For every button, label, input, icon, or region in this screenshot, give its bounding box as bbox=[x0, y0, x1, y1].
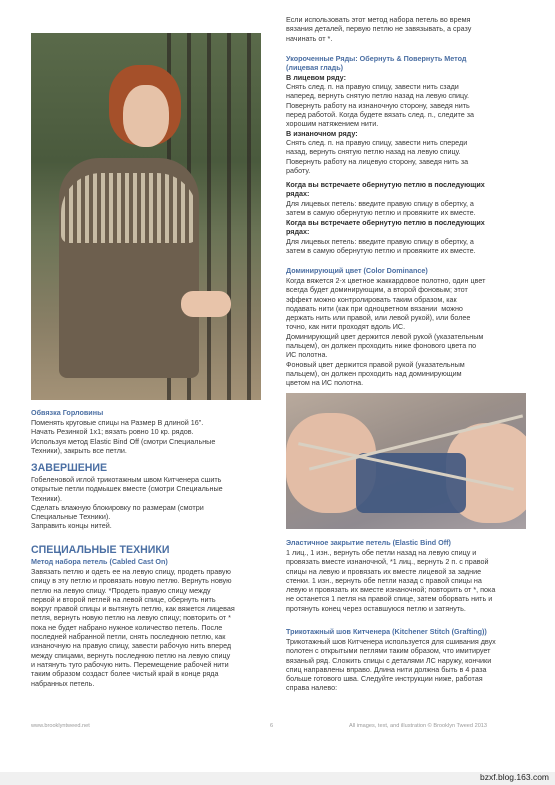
page-number: 6 bbox=[270, 723, 274, 729]
purl-row-label: В изнаночном ряду: bbox=[286, 129, 358, 138]
knit-fabric-shape bbox=[356, 453, 466, 513]
wrap-label: Когда вы встречаете обернутую петлю в последующих рядах: bbox=[286, 180, 485, 199]
knit-row-label: В лицевом ряду: bbox=[286, 73, 346, 82]
intro-text: Если использовать этот метод набора петель во время вязания деталей, первую петлю не завязывать, а сразу начинать от *. bbox=[286, 15, 472, 43]
kitchener-text: Трикотажный шов Китченера используется для сшивания двух полотен с открытыми петлями таким образом, что имитирует вязаный ряд. Сложить спицы с деталями ЛС наружу, кончики спиц направлены вправо. Длина нити должна быть в 4 раза больше готового шва. Следуйте инструкции ниже, работая справа налево: bbox=[286, 637, 496, 693]
cast-on-text: Завязать петлю и одеть ее на левую спицу, продеть правую спицу в эту петлю и провязать новую петлю. Вернуть новую петлю на левую спицу. *Продеть правую спицу между первой и второй петлей на левой спице, обернуть нить вокруг правой спицы и вытянуть петлю, как вяжется лицевая петля, вернуть новую петлю на левую спицу; повторить от * пока не будет набрано нужное количество петель. После последней набранной петли, снять последнюю петлю, как изнаночную на правую спицу, завести рабочую нить вперед между спицами, вернуть последнюю петлю на левую спицу и натянуть туго рабочую нить. Перемещение рабочей нити таким образом создаст более чистый край в конце ряда набранных петель. bbox=[31, 567, 235, 688]
kitchener-heading: Трикотажный шов Китченера (Kitchener Stitch (Grafting)) bbox=[286, 627, 487, 636]
watermark-bar bbox=[0, 772, 555, 785]
watermark-text: bzxf.blog.163.com bbox=[480, 772, 549, 782]
short-rows-heading: Укороченные Ряды: Обернуть & Повернуть Метод (лицевая гладь) bbox=[286, 54, 467, 73]
neckband-heading: Обвязка Горловины bbox=[31, 408, 104, 417]
dominance-heading: Доминирующий цвет (Color Dominance) bbox=[286, 266, 428, 275]
fair-isle-yoke bbox=[61, 173, 197, 243]
face-shape bbox=[123, 85, 169, 147]
wrap-text: Для лицевых петель: введите правую спицу в обертку, а затем в самую обернутую петлю и провяжите их вместе. bbox=[286, 237, 476, 256]
cast-on-heading: Метод набора петель (Cabled Cast On) bbox=[31, 557, 168, 566]
footer-copyright: All images, text, and illustration © Brooklyn Tweed 2013 bbox=[349, 723, 488, 729]
wrap-label: Когда вы встречаете обернутую петлю в последующих рядах: bbox=[286, 218, 485, 237]
purl-row-text: Снять след. п. на правую спицу, завести нить спереди назад, вернуть снятую петлю назад на левую спицу. Повернуть работу на лицевую сторону, заведя нить за работу. bbox=[286, 138, 469, 175]
knitting-hands-photo bbox=[286, 393, 526, 529]
special-heading: СПЕЦИАЛЬНЫЕ ТЕХНИКИ bbox=[31, 544, 170, 556]
footer-website: www.brooklyntweed.net bbox=[31, 723, 90, 729]
finishing-text: Гобеленовой иглой трикотажным швом Китченера сшить открытые петли подмышек вместе (смотри Специальные Техники). Сделать влажную блокировку по размерам (смотри Специальные Техники). Заправить концы нитей. bbox=[31, 475, 223, 531]
neckband-text: Поменять круговые спицы на Размер B длиной 16". Начать Резинкой 1х1; вязать ровно 10 кр. рядов. Используя метод Elastic Bind Off (смотри Специальные Техники), закрыть все петли. bbox=[31, 418, 216, 455]
hand-shape bbox=[181, 291, 231, 317]
model-photo bbox=[31, 33, 261, 400]
dominance-text: Когда вяжется 2-х цветное жаккардовое полотно, один цвет всегда будет доминирующим, а второй фоновым; этот эффект можно контролировать таким образом, как подавать нити (как при одноцветном вязании можно держать нить или правой, или левой рукой), или более точно, как нити проходят вдоль ИС. Доминирующий цвет держится левой рукой (указательным пальцем), он должен проходить ниже фонового цвета по ИС полотна. Фоновый цвет держится правой рукой (указательным пальцем), он должен проходить над доминирующим цветом на ИС полотна. bbox=[286, 276, 486, 388]
finishing-heading: ЗАВЕРШЕНИЕ bbox=[31, 462, 108, 474]
wrap-text: Для лицевых петель: введите правую спицу в обертку, а затем в самую обернутую петлю и провяжите их вместе. bbox=[286, 199, 476, 218]
knit-row-text: Снять след. п. на правую спицу, завести нить сзади наперед, вернуть снятую петлю назад на левую спицу. Повернуть работу на изнаночную сторону, заведя нить перед работой. Когда будете вязать след. п., следите за хорошим натяжением нити. bbox=[286, 82, 475, 129]
elastic-heading: Эластичное закрытие петель (Elastic Bind Off) bbox=[286, 538, 451, 547]
elastic-text: 1 лиц., 1 изн., вернуть обе петли назад на левую спицу и провязать вместе изнаночной, *1 лиц., вернуть 2 п. с правой спицы на левую и провязать их вместе лицевой за задние стенки. 1 изн., вернуть обе петли назад с правой спицы на левую и провязать их вместе изнаночной; повторить от *, пока не останется 1 петля на правой спице, затем оборвать нить и протянуть конец через оставшуюся петлю и затянуть. bbox=[286, 548, 496, 613]
